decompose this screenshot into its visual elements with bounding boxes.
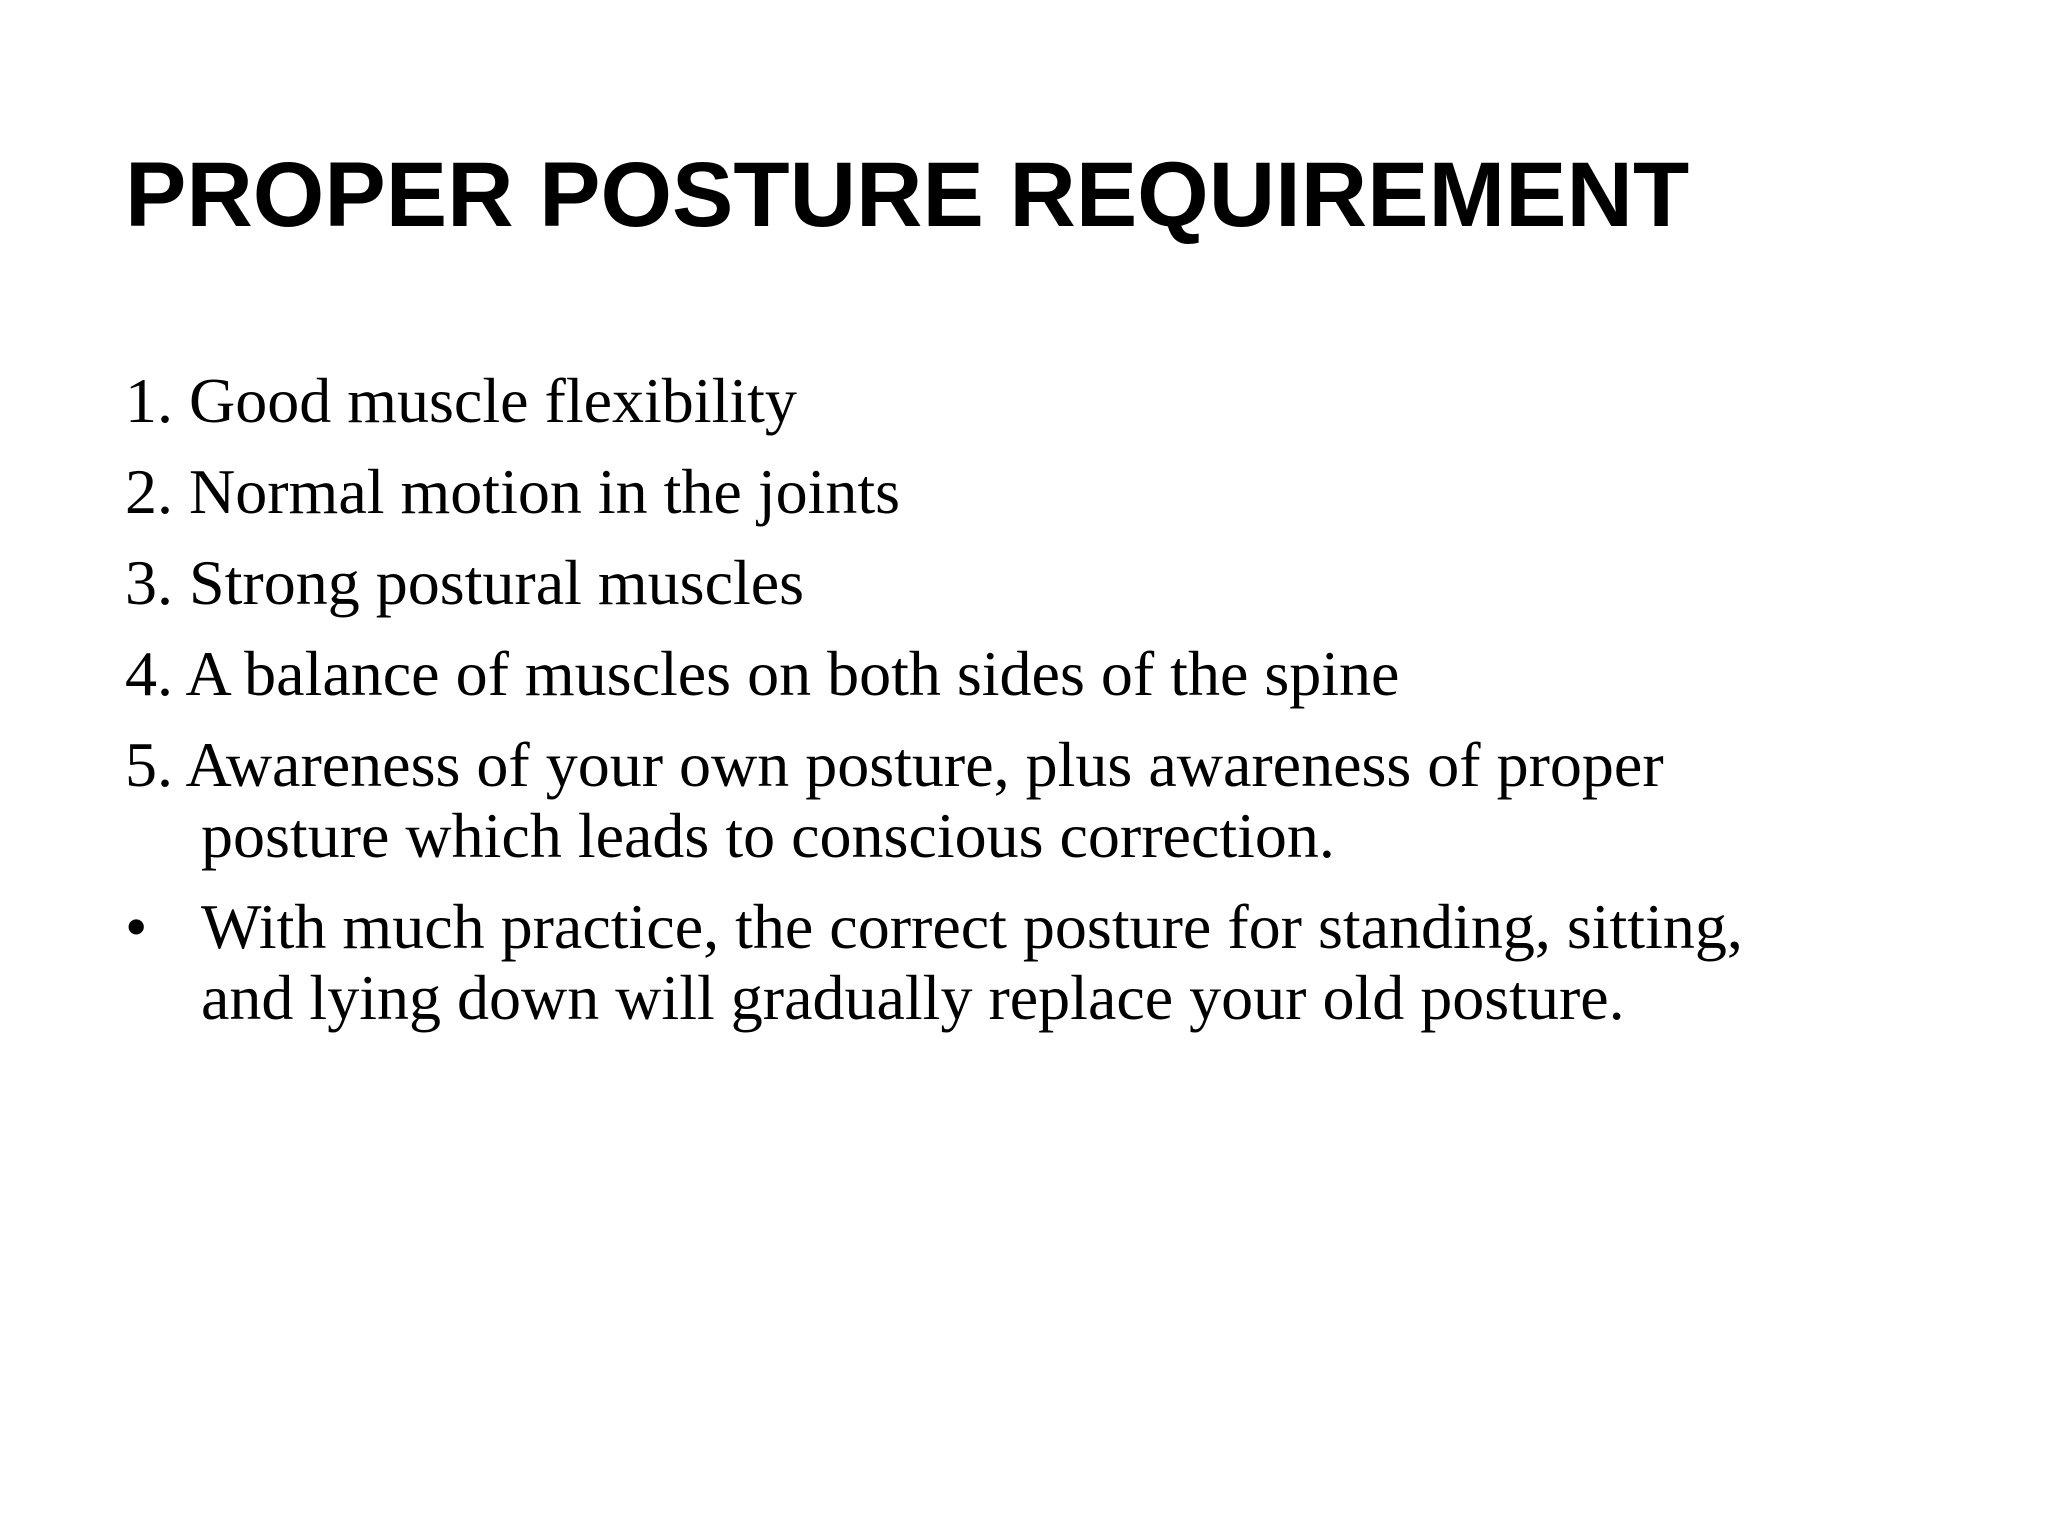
list-item-3 bbox=[125, 547, 1965, 618]
bullet-item bbox=[125, 891, 1965, 1033]
item-number: 3. bbox=[125, 547, 173, 618]
item-text: Strong postural muscles bbox=[189, 547, 805, 618]
item-number: 4. bbox=[125, 638, 173, 709]
item-text-line2: posture which leads to conscious correction. bbox=[201, 800, 1335, 871]
item-text: Normal motion in the joints bbox=[189, 456, 901, 527]
list-item-2 bbox=[125, 456, 1965, 527]
item-text: Good muscle flexibility bbox=[189, 365, 797, 436]
bullet-text-line1: With much practice, the correct posture for standing, sitting, bbox=[201, 891, 1743, 962]
list-item-1 bbox=[125, 365, 1965, 436]
list-item-5 bbox=[125, 729, 1965, 871]
slide-body bbox=[125, 365, 1965, 1033]
item-text-line1: Awareness of your own posture, plus awareness of proper bbox=[185, 729, 1664, 800]
item-number: 5. bbox=[125, 729, 173, 800]
bullet-text bbox=[201, 891, 1965, 1033]
list-item-4 bbox=[125, 638, 1965, 709]
bullet-icon: • bbox=[125, 891, 148, 962]
item-text: A balance of muscles on both sides of the spine bbox=[185, 638, 1400, 709]
item-number: 2. bbox=[125, 456, 173, 527]
item-number: 1. bbox=[125, 365, 173, 436]
bullet-text-line2: and lying down will gradually replace your old posture. bbox=[201, 962, 1625, 1033]
slide-title: PROPER POSTURE REQUIREMENT bbox=[125, 144, 1690, 246]
